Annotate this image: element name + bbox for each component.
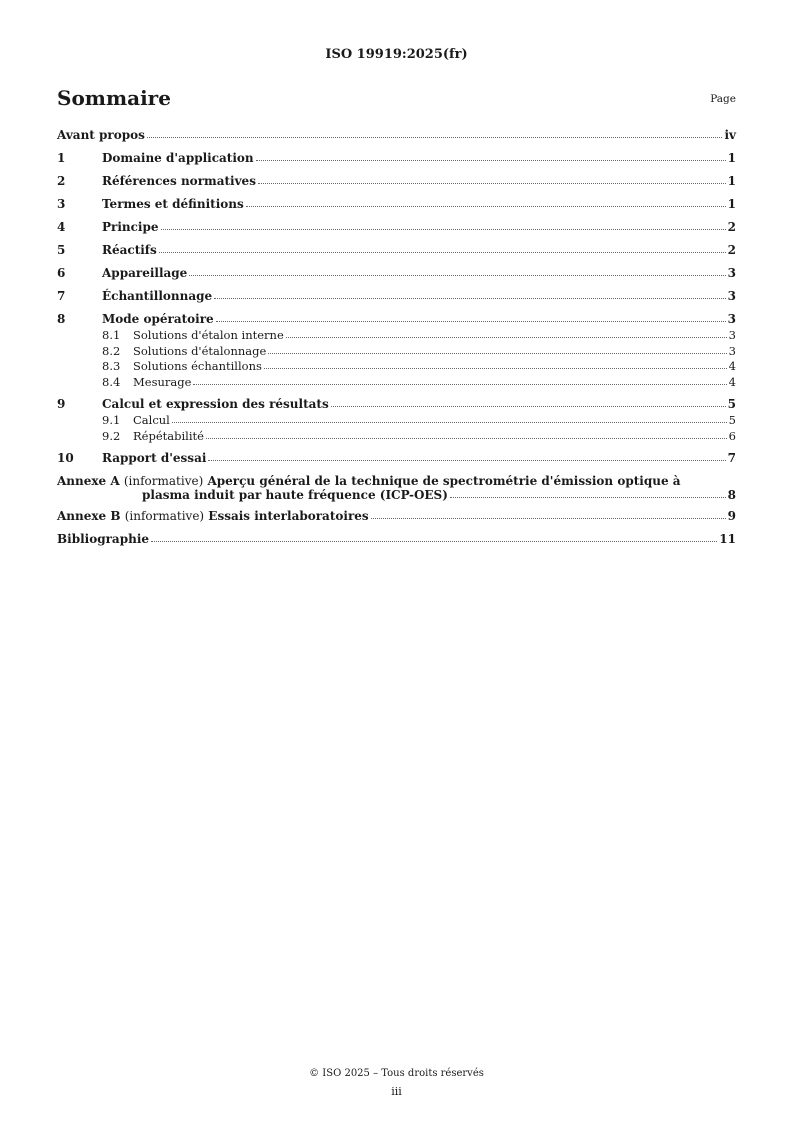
toc-label: Calcul et expression des résultats <box>102 397 329 411</box>
toc-number: 8.1 <box>102 328 121 342</box>
toc-entry-clause-8[interactable] <box>57 312 736 328</box>
toc-page: 4 <box>728 374 736 389</box>
toc-number: 9 <box>57 397 66 411</box>
toc-label: Solutions d'étalonnage <box>133 343 267 358</box>
toc-label: Principe <box>102 220 159 234</box>
toc-entry-annex-a[interactable] <box>57 474 736 502</box>
annex-a-first-line <box>57 474 736 488</box>
toc-page: 9 <box>727 509 736 523</box>
toc-number: 1 <box>57 151 66 165</box>
toc-entry-clause-6[interactable] <box>57 266 736 282</box>
table-of-contents <box>57 128 736 548</box>
toc-entry-foreword[interactable] <box>57 128 736 144</box>
toc-entry-subclause-8-2[interactable] <box>57 344 736 360</box>
toc-page: 4 <box>728 359 736 373</box>
annex-id: Annexe A <box>57 474 120 488</box>
toc-number: 9.1 <box>102 413 121 427</box>
toc-label: Appareillage <box>102 266 188 280</box>
toc-number: 10 <box>57 451 74 465</box>
copyright-notice: © ISO 2025 – Tous droits réservés <box>309 1068 484 1079</box>
toc-number: 8 <box>57 312 66 326</box>
toc-label: Avant propos <box>57 128 145 142</box>
dot-leader <box>161 219 726 230</box>
toc-number: 8.4 <box>102 374 121 389</box>
dot-leader <box>246 196 726 207</box>
dot-leader <box>331 396 726 407</box>
dot-leader <box>206 428 727 439</box>
toc-page: 1 <box>727 151 736 165</box>
toc-entry-subclause-8-3[interactable] <box>57 359 736 375</box>
toc-entry-clause-2[interactable] <box>57 174 736 190</box>
toc-label: Termes et définitions <box>102 197 244 211</box>
annex-id: Annexe B <box>57 509 121 523</box>
toc-page: 2 <box>727 243 736 257</box>
dot-leader <box>286 327 727 338</box>
toc-entry-clause-3[interactable] <box>57 197 736 213</box>
toc-entry-subclause-8-1[interactable] <box>57 328 736 344</box>
toc-page: 7 <box>727 451 736 465</box>
dot-leader <box>193 374 726 385</box>
toc-number: 6 <box>57 266 66 280</box>
toc-label: Échantillonnage <box>102 289 213 303</box>
page-number: iii <box>391 1085 402 1098</box>
toc-number: 9.2 <box>102 428 121 443</box>
toc-number: 8.2 <box>102 343 121 358</box>
toc-page: 2 <box>727 220 736 234</box>
dot-leader <box>268 343 726 354</box>
toc-label: Solutions échantillons <box>133 359 262 373</box>
toc-entry-clause-10[interactable] <box>57 451 736 467</box>
toc-number: 8.3 <box>102 359 121 373</box>
annex-title-line1: Aperçu général de la technique de spectrométrie d'émission optique à <box>207 474 681 488</box>
toc-label: Bibliographie <box>57 532 150 546</box>
dot-leader <box>208 450 725 461</box>
annex-a-second-line <box>142 488 736 502</box>
annex-kind: (informative) <box>124 509 205 523</box>
toc-number: 2 <box>57 174 66 188</box>
dot-leader <box>214 288 725 299</box>
toc-number: 3 <box>57 197 66 211</box>
annex-title: Essais interlaboratoires <box>208 509 369 523</box>
toc-entry-annex-b[interactable] <box>57 509 736 525</box>
dot-leader <box>189 265 725 276</box>
dot-leader <box>151 531 717 542</box>
toc-label: Répétabilité <box>133 428 204 443</box>
toc-entry-subclause-9-1[interactable] <box>57 413 736 429</box>
dot-leader <box>159 242 726 253</box>
toc-page: 8 <box>727 488 736 502</box>
toc-number: 4 <box>57 220 66 234</box>
page-column-label: Page <box>710 93 736 105</box>
dot-leader <box>172 412 727 423</box>
toc-label: Domaine d'application <box>102 151 254 165</box>
toc-entry-clause-5[interactable] <box>57 243 736 259</box>
toc-label: Rapport d'essai <box>102 451 207 465</box>
toc-page: 3 <box>727 266 736 280</box>
toc-number: 5 <box>57 243 66 257</box>
toc-page: iv <box>724 128 736 142</box>
dot-leader <box>256 150 726 161</box>
toc-number: 7 <box>57 289 66 303</box>
toc-entry-clause-4[interactable] <box>57 220 736 236</box>
toc-entry-clause-9[interactable] <box>57 397 736 413</box>
dot-leader <box>258 173 726 184</box>
toc-page: 6 <box>728 428 736 443</box>
toc-page: 3 <box>727 312 736 326</box>
toc-label: Références normatives <box>102 174 256 188</box>
document-id: ISO 19919:2025(fr) <box>325 47 468 62</box>
dot-leader <box>147 127 723 138</box>
toc-page: 3 <box>728 343 736 358</box>
toc-entry-bibliography[interactable] <box>57 532 736 548</box>
toc-entry-subclause-9-2[interactable] <box>57 429 736 445</box>
toc-entry-clause-7[interactable] <box>57 289 736 305</box>
toc-page: 3 <box>728 328 736 342</box>
dot-leader <box>264 358 727 369</box>
dot-leader <box>371 508 726 519</box>
toc-label: Calcul <box>133 413 170 427</box>
toc-page: 11 <box>719 532 736 546</box>
toc-label: Réactifs <box>102 243 157 257</box>
toc-page: 1 <box>727 174 736 188</box>
page-title: Sommaire <box>57 86 171 110</box>
toc-page: 5 <box>728 413 736 427</box>
toc-label <box>57 509 369 523</box>
toc-label: Mode opératoire <box>102 312 214 326</box>
toc-page: 3 <box>727 289 736 303</box>
dot-leader <box>450 487 726 498</box>
toc-entry-subclause-8-4[interactable] <box>57 375 736 391</box>
toc-label: Solutions d'étalon interne <box>133 328 284 342</box>
dot-leader <box>216 311 726 322</box>
toc-page: 5 <box>727 397 736 411</box>
annex-title-line2: plasma induit par haute fréquence (ICP-OES) <box>142 488 448 502</box>
toc-page: 1 <box>727 197 736 211</box>
annex-kind: (informative) <box>123 474 204 488</box>
toc-entry-clause-1[interactable] <box>57 151 736 167</box>
toc-label: Mesurage <box>133 374 192 389</box>
